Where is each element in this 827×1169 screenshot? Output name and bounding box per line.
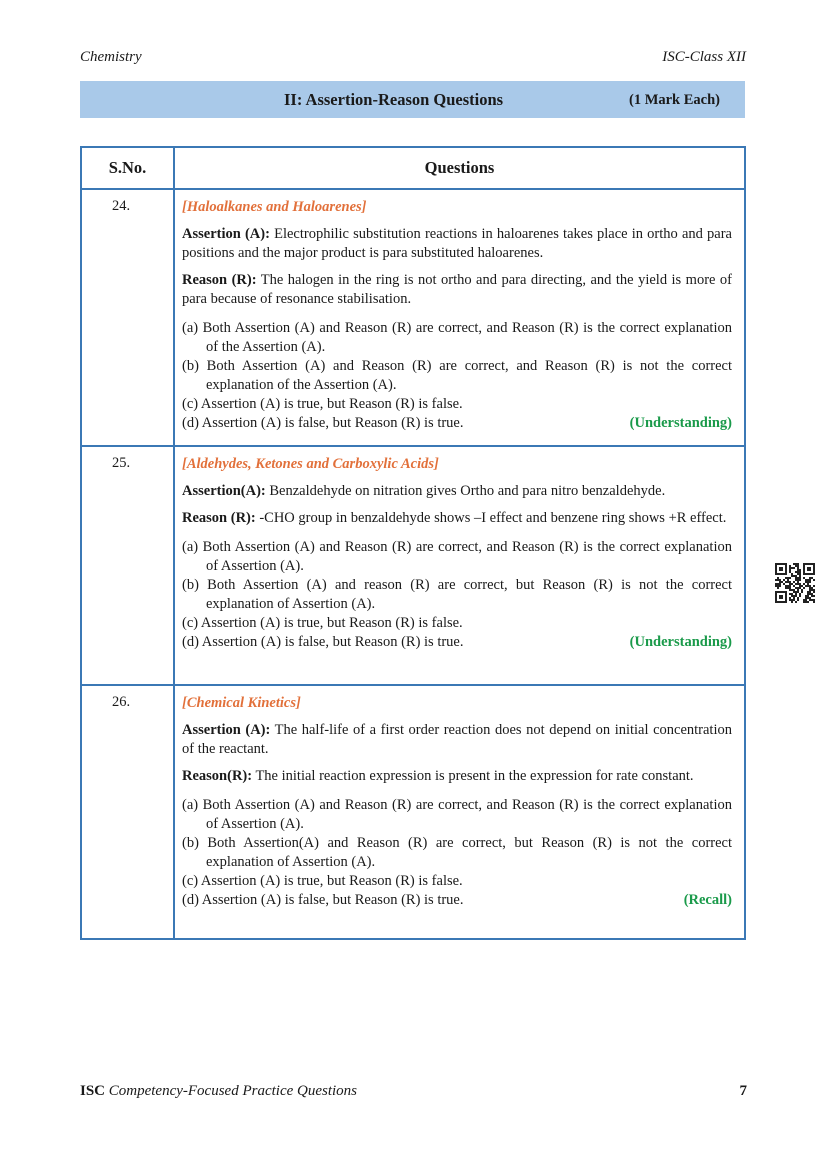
cognitive-level: (Understanding) <box>629 415 732 431</box>
options-list <box>182 796 732 910</box>
question-topic: [Chemical Kinetics] <box>182 695 301 711</box>
assertion <box>182 721 732 759</box>
reason <box>182 509 732 528</box>
section-title: II: Assertion-Reason Questions <box>284 90 504 109</box>
option-text: (d) Assertion (A) is false, but Reason (R) is true. <box>182 634 464 650</box>
reason-label: Reason (R): <box>182 272 257 288</box>
section-banner <box>80 81 745 118</box>
table-header-row <box>81 147 745 189</box>
reason-text: The initial reaction expression is present in the expression for rate constant. <box>252 768 694 784</box>
option-a: (a) Both Assertion (A) and Reason (R) are correct, and Reason (R) is the correct explanation of Assertion (A). <box>182 797 732 832</box>
option-b: (b) Both Assertion (A) and Reason (R) are correct, and Reason (R) is not the correct explanation of the Assertion (A). <box>182 358 732 393</box>
option-d <box>182 414 732 433</box>
footer-brand: ISC <box>80 1083 106 1099</box>
options-list <box>182 319 732 433</box>
assertion-label: Assertion (A): <box>182 722 271 738</box>
assertion-label: Assertion(A): <box>182 483 266 499</box>
option-b: (b) Both Assertion(A) and Reason (R) are correct, but Reason (R) is not the correct explanation of Assertion (A). <box>182 835 732 870</box>
option-d <box>182 891 732 910</box>
option-c: (c) Assertion (A) is true, but Reason (R) is false. <box>182 396 463 412</box>
reason-label: Reason (R): <box>182 510 256 526</box>
question-number: 26. <box>81 685 174 939</box>
reason-text: -CHO group in benzaldehyde shows –I effect and benzene ring shows +R effect. <box>255 510 727 526</box>
option-d <box>182 633 732 652</box>
question-topic: [Haloalkanes and Haloarenes] <box>182 199 367 215</box>
assertion-text: Electrophilic substitution reactions in haloarenes takes place in ortho and para positions and the major product is para substituted haloarenes. <box>182 226 732 261</box>
footer-subtitle: Competency-Focused Practice Questions <box>105 1083 358 1099</box>
assertion <box>182 225 732 263</box>
table-row <box>81 446 745 685</box>
option-c: (c) Assertion (A) is true, but Reason (R) is false. <box>182 873 463 889</box>
reason <box>182 767 732 786</box>
question-number: 25. <box>81 446 174 685</box>
assertion-text: Benzaldehyde on nitration gives Ortho and para nitro benzaldehyde. <box>265 483 666 499</box>
table-row <box>81 685 745 939</box>
option-text: (d) Assertion (A) is false, but Reason (R) is true. <box>182 892 464 908</box>
option-text: (d) Assertion (A) is false, but Reason (R) is true. <box>182 415 464 431</box>
option-a: (a) Both Assertion (A) and Reason (R) are correct, and Reason (R) is the correct explanation of Assertion (A). <box>182 539 732 574</box>
question-cell <box>174 685 745 939</box>
reason-label: Reason(R): <box>182 768 253 784</box>
section-marks: (1 Mark Each) <box>628 92 720 108</box>
col-questions: Questions <box>174 147 745 189</box>
question-cell <box>174 189 745 446</box>
option-b: (b) Both Assertion (A) and reason (R) are correct, but Reason (R) is not the correct explanation of Assertion (A). <box>182 577 732 612</box>
cognitive-level: (Understanding) <box>629 634 732 650</box>
reason <box>182 271 732 309</box>
question-cell <box>174 446 745 685</box>
assertion <box>182 482 732 501</box>
header-class: ISC-Class XII <box>662 49 746 65</box>
footer-title <box>80 1083 357 1100</box>
option-a: (a) Both Assertion (A) and Reason (R) are correct, and Reason (R) is the correct explanation of the Assertion (A). <box>182 320 732 355</box>
questions-table <box>80 146 746 940</box>
question-topic: [Aldehydes, Ketones and Carboxylic Acids] <box>182 456 439 472</box>
reason-text: The halogen in the ring is not ortho and para directing, and the yield is more of para because of resonance stabilisation. <box>182 272 732 307</box>
question-number: 24. <box>81 189 174 446</box>
table-row <box>81 189 745 446</box>
option-c: (c) Assertion (A) is true, but Reason (R) is false. <box>182 615 463 631</box>
options-list <box>182 538 732 652</box>
page-number: 7 <box>739 1083 747 1099</box>
col-sno: S.No. <box>81 147 174 189</box>
assertion-text: The half-life of a first order reaction does not depend on initial concentration of the reactant. <box>182 722 732 757</box>
cognitive-level: (Recall) <box>683 892 732 908</box>
assertion-label: Assertion (A): <box>182 226 270 242</box>
header-subject: Chemistry <box>80 49 142 65</box>
qr-code-icon[interactable] <box>775 563 815 603</box>
